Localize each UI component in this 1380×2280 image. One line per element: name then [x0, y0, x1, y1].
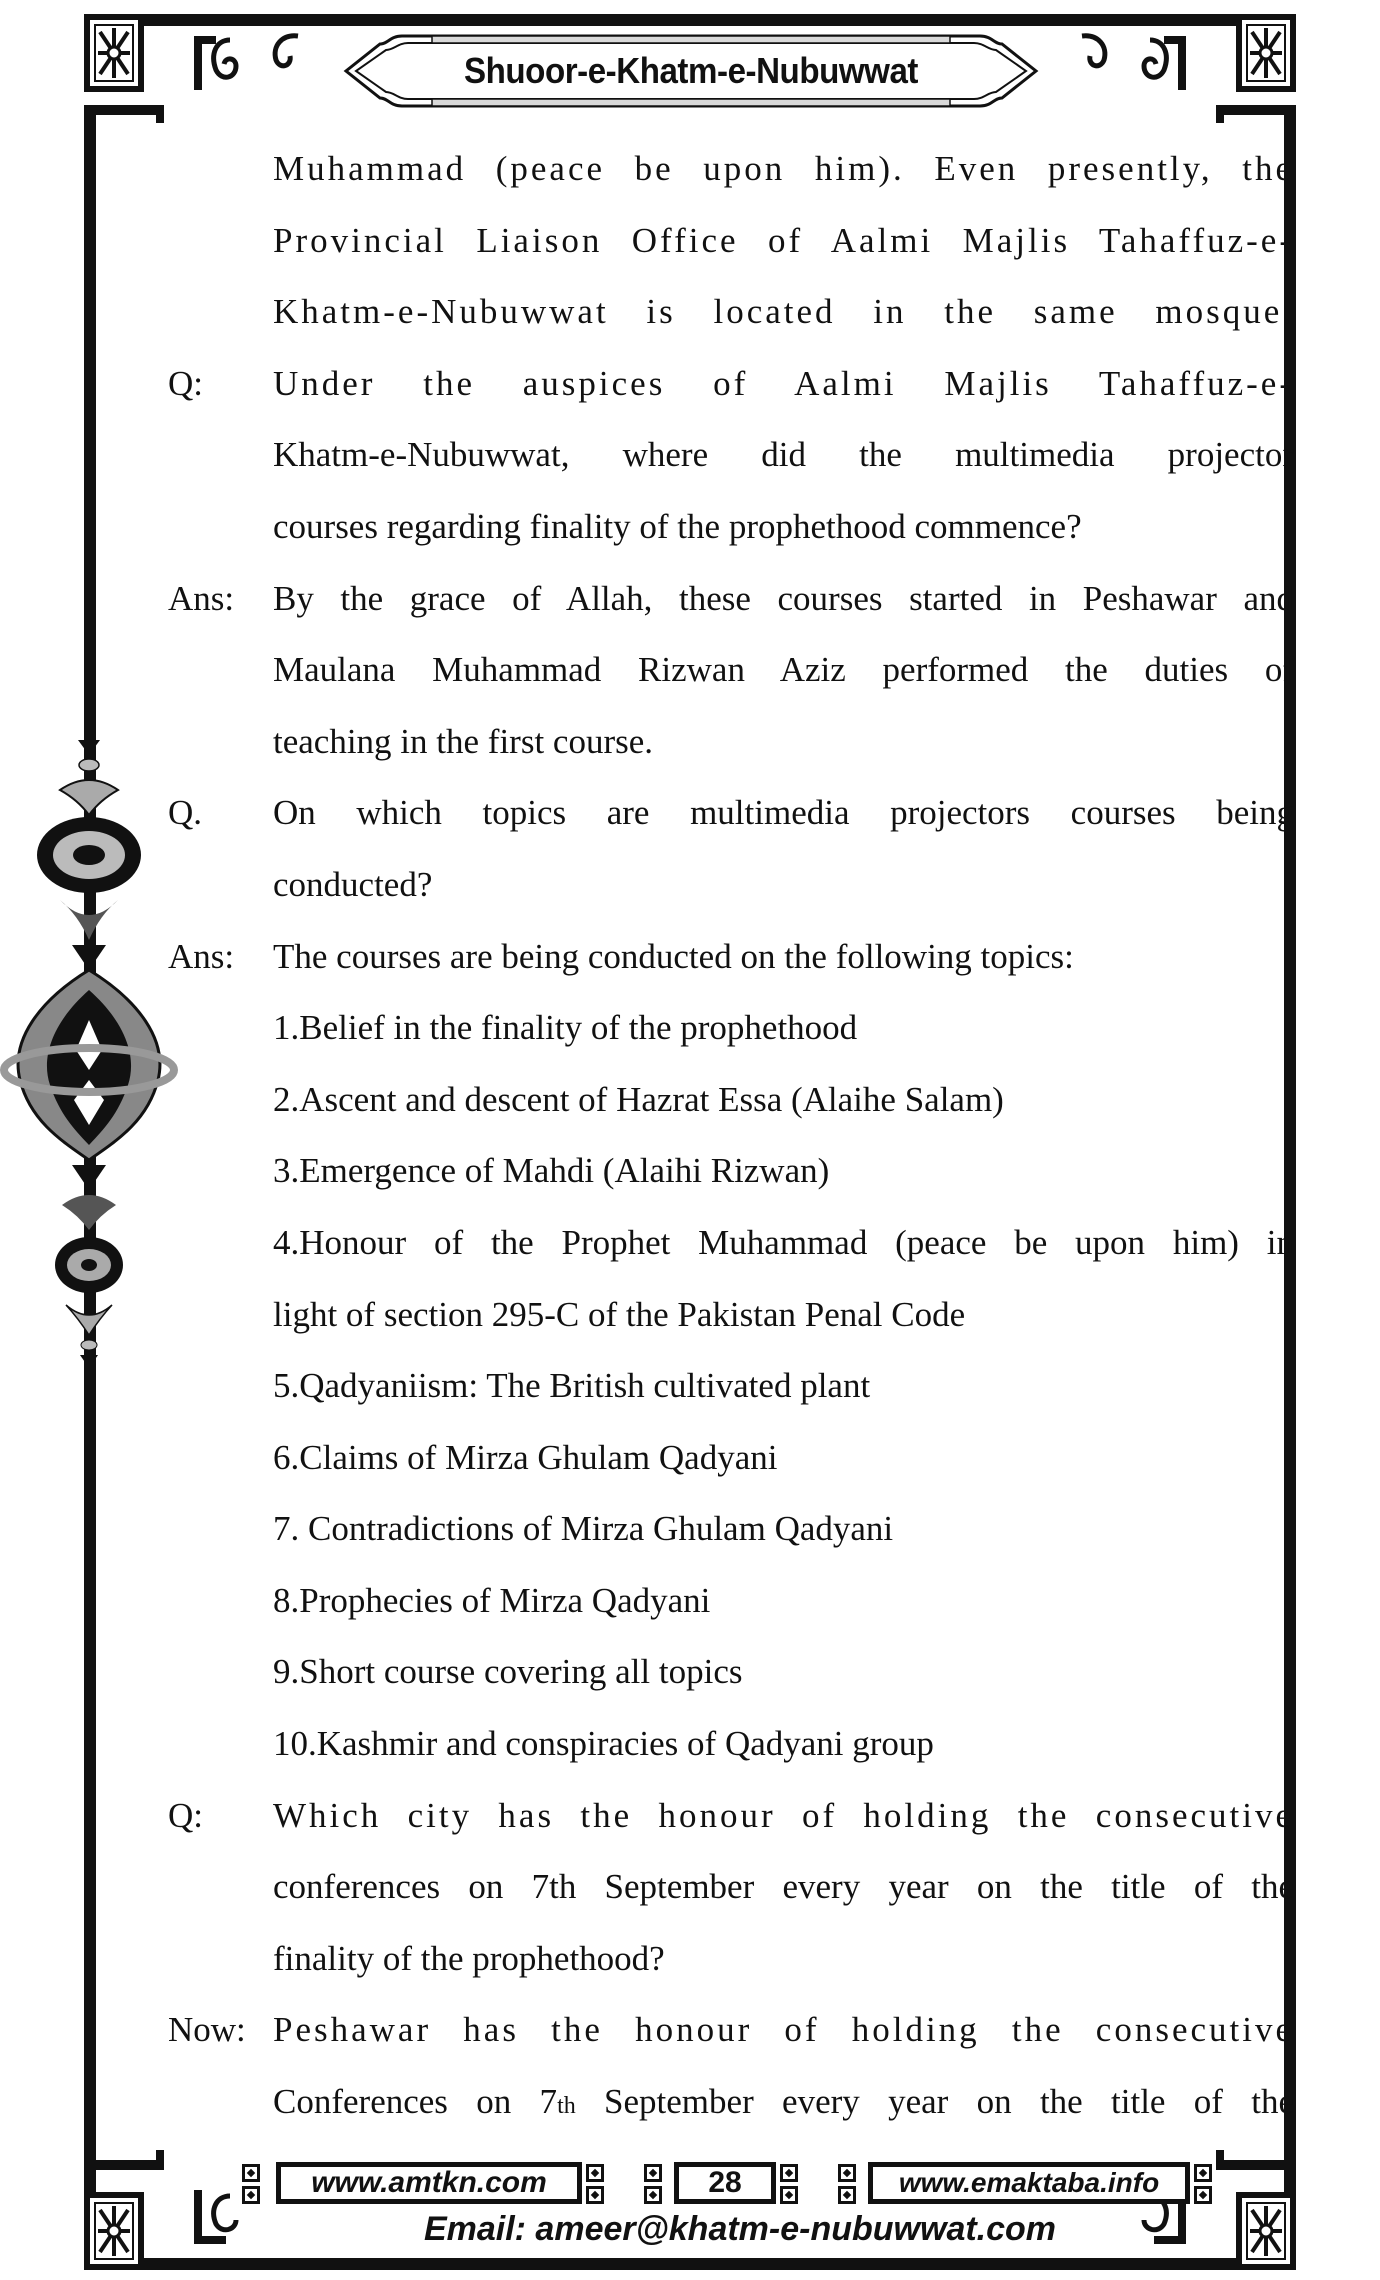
ornament-square-icon — [1194, 2164, 1212, 2182]
paragraph-text: Provincial Liaison Office of Aalmi Majlis Tahaffuz-e- — [273, 220, 1294, 260]
frame-corner-line — [1216, 105, 1296, 115]
question-label: Q. — [168, 793, 203, 833]
answer-line — [168, 1994, 1332, 2066]
answer-line — [168, 706, 1332, 778]
topic-list-item — [168, 1207, 1332, 1279]
frame-corner-line — [84, 105, 164, 115]
topic-list-item — [168, 1135, 1332, 1207]
question-line — [168, 419, 1332, 491]
website-link-text[interactable]: www.emaktaba.info — [898, 2167, 1160, 2198]
answer-line — [168, 634, 1332, 706]
topic-text: 8.Prophecies of Mirza Qadyani — [273, 1580, 711, 1620]
question-line — [168, 491, 1332, 563]
topic-list-item — [168, 1636, 1332, 1708]
topic-list-item — [168, 1493, 1332, 1565]
question-text: finality of the prophethood? — [273, 1938, 665, 1978]
ornament-square-icon — [838, 2186, 856, 2204]
ornament-square-icon — [586, 2186, 604, 2204]
answer-text-part: Conferences on 7 — [273, 2082, 558, 2122]
answer-text: Maulana Muhammad Rizwan Aziz performed the duties of — [273, 650, 1294, 690]
ordinal-suffix: th — [557, 2093, 576, 2120]
question-text: conducted? — [273, 864, 433, 904]
topic-list-item — [168, 1064, 1332, 1136]
ornament-square-icon — [1194, 2186, 1212, 2204]
question-line — [168, 1780, 1332, 1852]
answer-text: The courses are being conducted on the following topics: — [273, 936, 1074, 976]
answer-line — [168, 563, 1332, 635]
question-line — [168, 1851, 1332, 1923]
scroll-flourish-icon — [1134, 30, 1194, 100]
ornament-square-icon — [586, 2164, 604, 2182]
paragraph-text: Muhammad (peace be upon him). Even presently, the — [273, 149, 1294, 188]
question-label: Q: — [168, 363, 203, 403]
scroll-flourish-icon — [186, 2180, 246, 2250]
answer-text: teaching in the first course. — [273, 721, 654, 761]
page-header — [342, 30, 1040, 112]
page-number: 28 — [708, 2166, 742, 2199]
frame-bottom-border — [84, 2258, 1296, 2270]
topic-list-item — [168, 1565, 1332, 1637]
topic-text: light of section 295-C of the Pakistan Penal Code — [273, 1294, 966, 1334]
topic-text: 1.Belief in the finality of the prophethood — [273, 1008, 858, 1048]
ornament-square-icon — [242, 2164, 260, 2182]
corner-rosette-icon — [84, 14, 144, 92]
frame-corner-line — [84, 2160, 164, 2170]
topic-text: 10.Kashmir and conspiracies of Qadyani group — [273, 1724, 934, 1764]
question-text: conferences on 7th September every year on the title of the — [273, 1867, 1294, 1907]
frame-tick — [156, 2150, 164, 2168]
question-line — [168, 777, 1332, 849]
answer-label: Ans: — [168, 936, 235, 976]
topic-list-item — [168, 992, 1332, 1064]
question-text: Khatm-e-Nubuwwat, where did the multimedia projector — [273, 435, 1294, 475]
page-body — [168, 133, 1332, 2138]
topic-text: 9.Short course covering all topics — [273, 1652, 743, 1692]
answer-line — [168, 921, 1332, 993]
question-text: Which city has the honour of holding the consecutive — [273, 1795, 1294, 1835]
answer-label: Ans: — [168, 578, 235, 618]
page-number-box — [674, 2162, 776, 2204]
ornament-square-icon — [644, 2164, 662, 2182]
question-label: Q: — [168, 1795, 203, 1835]
topic-list-item — [168, 1422, 1332, 1494]
answer-line — [168, 2066, 1332, 2138]
topic-list-item — [168, 1708, 1332, 1780]
text-line — [168, 133, 1332, 205]
frame-top-border — [84, 14, 1296, 26]
corner-rosette-icon — [84, 2192, 144, 2270]
question-text: Under the auspices of Aalmi Majlis Tahaffuz-e- — [273, 363, 1294, 403]
frame-tick — [1216, 2150, 1224, 2168]
footer-email[interactable]: Email: ameer@khatm-e-nubuwwat.com — [423, 2210, 1057, 2248]
scroll-flourish-icon — [1078, 30, 1118, 100]
scroll-flourish-icon — [262, 30, 302, 100]
answer-label: Now: — [168, 2010, 246, 2050]
text-line — [168, 205, 1332, 277]
website-link-text[interactable]: www.amtkn.com — [311, 2166, 547, 2199]
question-text: courses regarding finality of the prophethood commence? — [273, 506, 1082, 546]
question-text: On which topics are multimedia projectors courses being — [273, 793, 1294, 833]
answer-text: By the grace of Allah, these courses started in Peshawar and — [273, 578, 1294, 618]
frame-tick — [156, 105, 164, 123]
corner-rosette-icon — [1236, 2192, 1296, 2270]
page-title: Shuoor-e-Khatm-e-Nubuwwat — [464, 50, 918, 91]
frame-corner-line — [1216, 2160, 1296, 2170]
ornament-square-icon — [242, 2186, 260, 2204]
topic-list-item — [168, 1279, 1332, 1351]
topic-text: 3.Emergence of Mahdi (Alaihi Rizwan) — [273, 1151, 830, 1191]
topic-text: 6.Claims of Mirza Ghulam Qadyani — [273, 1437, 778, 1477]
topic-text: 5.Qadyaniism: The British cultivated plant — [273, 1366, 871, 1406]
question-line — [168, 1923, 1332, 1995]
question-line — [168, 348, 1332, 420]
topic-list-item — [168, 1350, 1332, 1422]
topic-text: 4.Honour of the Prophet Muhammad (peace be upon him) in — [273, 1222, 1294, 1262]
topic-text: 2.Ascent and descent of Hazrat Essa (Alaihe Salam) — [273, 1079, 1004, 1119]
answer-text-part: September every year on the title of the — [575, 2082, 1294, 2122]
paragraph-text: Khatm-e-Nubuwwat is located in the same mosque. — [273, 292, 1294, 332]
footer-website-left[interactable] — [276, 2162, 582, 2204]
corner-rosette-icon — [1236, 14, 1296, 92]
scroll-flourish-icon — [186, 30, 246, 100]
ornament-square-icon — [838, 2164, 856, 2182]
text-line — [168, 276, 1332, 348]
frame-tick — [1216, 105, 1224, 123]
ornament-square-icon — [780, 2164, 798, 2182]
ornament-square-icon — [780, 2186, 798, 2204]
ornament-square-icon — [644, 2186, 662, 2204]
question-line — [168, 849, 1332, 921]
footer-website-right[interactable] — [868, 2162, 1190, 2204]
topic-text: 7. Contradictions of Mirza Ghulam Qadyani — [273, 1509, 894, 1549]
answer-text: Peshawar has the honour of holding the consecutive — [273, 2010, 1294, 2050]
decorative-ornament-icon — [0, 600, 180, 1700]
answer-text — [273, 2066, 1294, 2143]
